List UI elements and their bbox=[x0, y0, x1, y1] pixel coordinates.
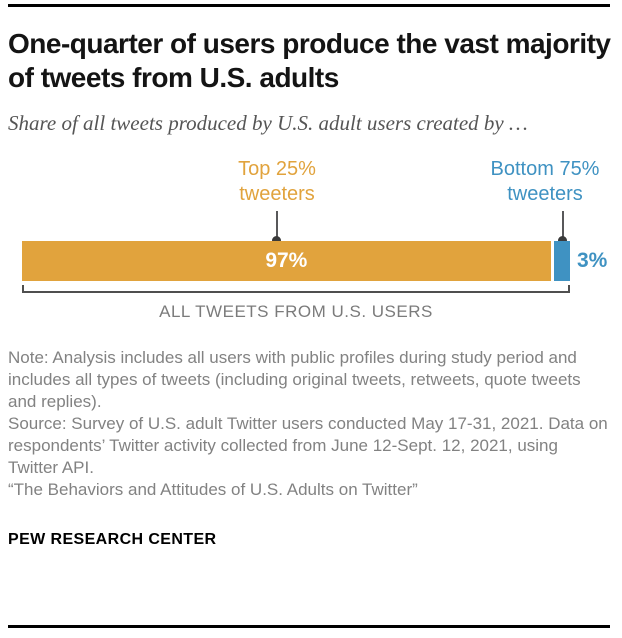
stacked-bar-chart bbox=[8, 155, 614, 325]
pew-research-center-wordmark: PEW RESEARCH CENTER bbox=[8, 531, 217, 548]
callout-label-top-25-line1: Top 25% bbox=[238, 158, 316, 180]
footnotes bbox=[8, 347, 612, 501]
chart-subtitle: Share of all tweets produced by U.S. adult users created by … bbox=[8, 111, 528, 135]
bar-segment-top-25-value: 97% bbox=[265, 249, 308, 272]
leader-line-top-25 bbox=[276, 211, 278, 239]
top-divider-rule bbox=[8, 4, 610, 7]
chart-title: One-quarter of users produce the vast majority of tweets from U.S. adults bbox=[8, 28, 611, 93]
callout-label-top-25 bbox=[238, 157, 316, 207]
callout-label-bottom-75-line1: Bottom 75% bbox=[490, 158, 600, 180]
callout-label-bottom-75-line2: tweeters bbox=[507, 183, 583, 205]
bar-segment-bottom-75-value: 3% bbox=[577, 249, 608, 272]
bottom-divider-rule bbox=[8, 625, 610, 628]
bar-span-bracket bbox=[22, 285, 570, 293]
note-text: Note: Analysis includes all users with public profiles during study period and includes all types of tweets (including original tweets, retweets, quote tweets and replies). bbox=[8, 348, 581, 411]
bar-segment-bottom-75 bbox=[554, 241, 570, 281]
axis-label: ALL TWEETS FROM U.S. USERS bbox=[159, 302, 433, 321]
callout-label-top-25-line2: tweeters bbox=[239, 183, 315, 205]
content-area bbox=[0, 27, 622, 549]
leader-line-bottom-75 bbox=[562, 211, 564, 239]
bar-track bbox=[22, 241, 570, 281]
source-text: Source: Survey of U.S. adult Twitter users conducted May 17-31, 2021. Data on respondents’ Twitter activity collected from June 12-Sept. 12, 2021, using Twitter API. bbox=[8, 414, 608, 477]
bar-segment-top-25 bbox=[22, 241, 551, 281]
callout-label-bottom-75 bbox=[491, 157, 600, 207]
report-title-text: “The Behaviors and Attitudes of U.S. Adults on Twitter” bbox=[8, 480, 418, 499]
